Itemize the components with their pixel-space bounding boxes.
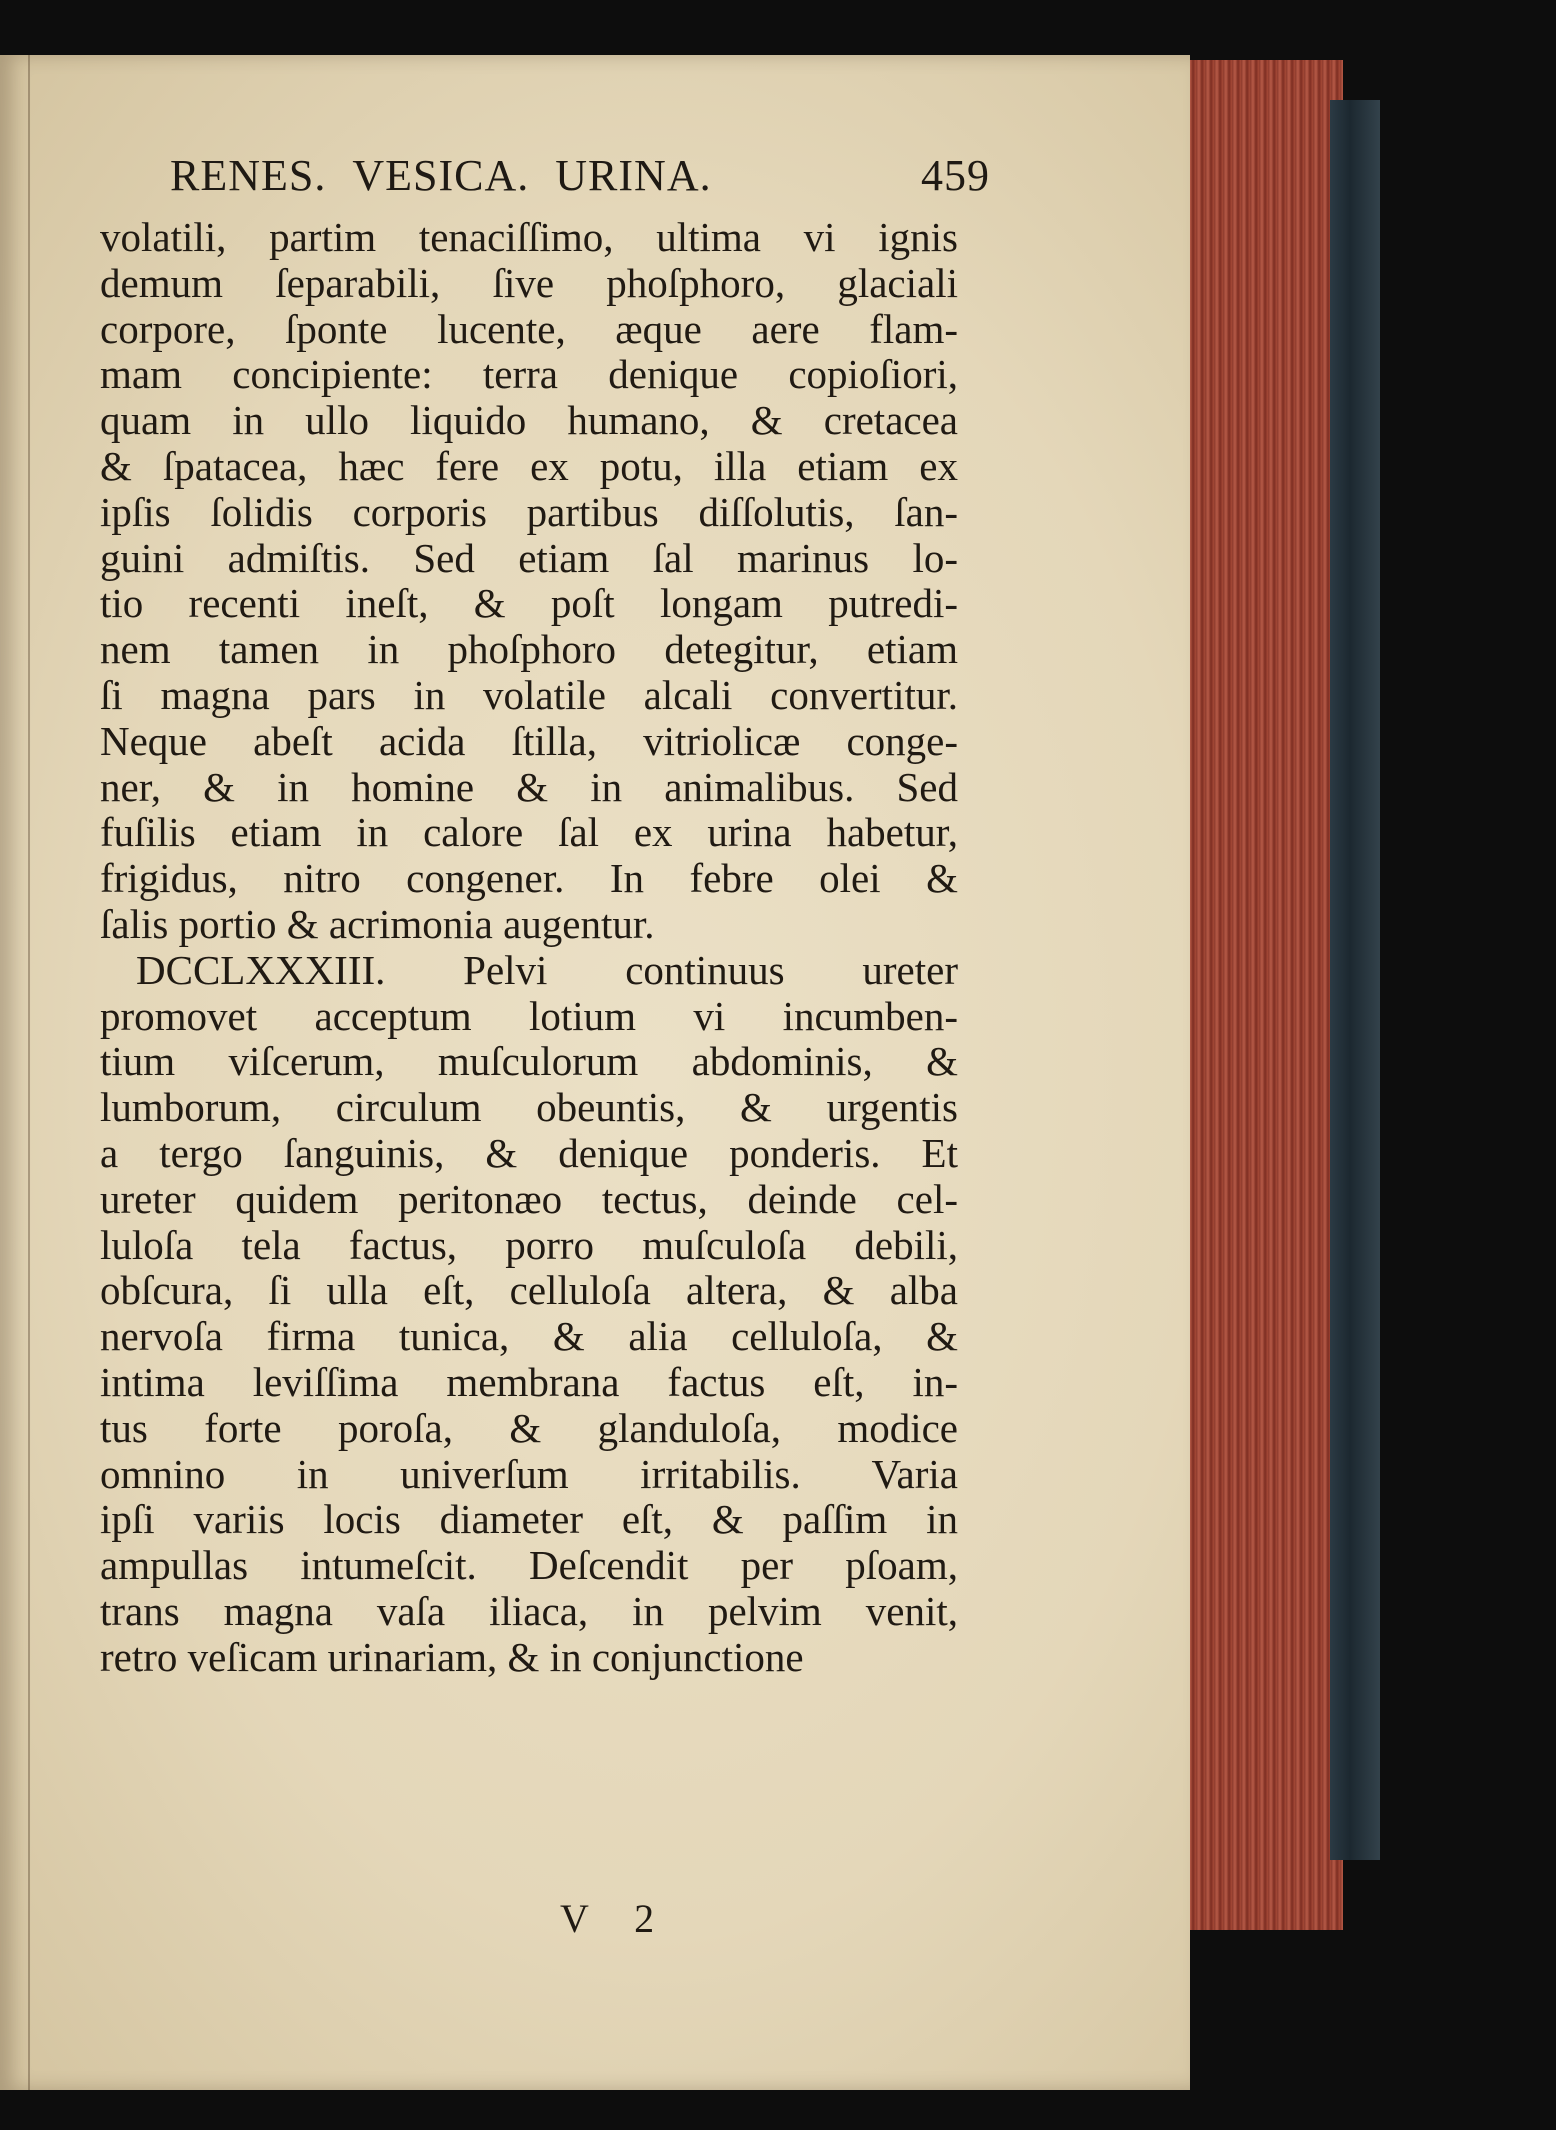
text-line: ureter quidem peritonæo tectus, deinde cel- xyxy=(100,1175,958,1222)
text-line: ipſis ſolidis corporis partibus diſſolutis, ſan- xyxy=(100,488,958,535)
running-header xyxy=(170,150,990,201)
running-title-word: RENES. xyxy=(170,151,327,200)
text-line: & ſpatacea, hæc fere ex potu, illa etiam ex xyxy=(100,442,958,489)
text-line: DCCLXXXIII. Pelvi continuus ureter xyxy=(136,946,958,993)
text-line: tio recenti ineſt, & poſt longam putredi- xyxy=(100,580,958,627)
running-title-word: VESICA. xyxy=(352,151,530,200)
text-line: retro veſicam urinariam, & in conjunctione xyxy=(100,1633,804,1680)
text-line: ipſi variis locis diameter eſt, & paſſim in xyxy=(100,1496,958,1543)
text-line: demum ſeparabili, ſive phoſphoro, glaciali xyxy=(100,259,958,306)
text-line: lumborum, circulum obeuntis, & urgentis xyxy=(100,1084,958,1131)
book-cover-edge xyxy=(1330,100,1380,1860)
text-line: intima leviſſima membrana factus eſt, in- xyxy=(100,1358,958,1405)
text-line: corpore, ſponte lucente, æque aere flam- xyxy=(100,305,958,352)
running-title-word: URINA. xyxy=(555,151,712,200)
text-line: luloſa tela factus, porro muſculoſa debili, xyxy=(100,1221,958,1268)
text-line: promovet acceptum lotium vi incumben- xyxy=(100,992,958,1039)
text-line: trans magna vaſa iliaca, in pelvim venit, xyxy=(100,1587,958,1634)
text-line: obſcura, ſi ulla eſt, celluloſa altera, & alba xyxy=(100,1267,958,1314)
text-line: mam concipiente: terra denique copioſiori, xyxy=(100,351,958,398)
text-line: ſi magna pars in volatile alcali convertitur. xyxy=(100,671,958,718)
text-line: quam in ullo liquido humano, & cretacea xyxy=(100,397,958,444)
text-line: Neque abeſt acida ſtilla, vitriolicæ conge- xyxy=(100,717,958,764)
text-line: nervoſa firma tunica, & alia celluloſa, & xyxy=(100,1313,958,1360)
text-line: tus forte poroſa, & glanduloſa, modice xyxy=(100,1404,958,1451)
body-text xyxy=(100,215,958,1681)
book-fore-edge xyxy=(1175,60,1343,1930)
text-line: ampullas intumeſcit. Deſcendit per pſoam, xyxy=(100,1542,958,1589)
text-line: a tergo ſanguinis, & denique ponderis. Et xyxy=(100,1129,958,1176)
gutter-line xyxy=(28,55,30,2090)
text-line: guini admiſtis. Sed etiam ſal marinus lo- xyxy=(100,534,958,581)
text-line: nem tamen in phoſphoro detegitur, etiam xyxy=(100,626,958,673)
signature-mark: V 2 xyxy=(560,1896,673,1941)
text-line: frigidus, nitro congener. In febre olei & xyxy=(100,855,958,902)
text-line: fuſilis etiam in calore ſal ex urina habetur, xyxy=(100,809,958,856)
page-number: 459 xyxy=(921,151,990,200)
text-line: ner, & in homine & in animalibus. Sed xyxy=(100,763,958,810)
text-line: omnino in univerſum irritabilis. Varia xyxy=(100,1450,958,1497)
text-line: volatili, partim tenaciſſimo, ultima vi ignis xyxy=(100,214,958,260)
text-line: tium viſcerum, muſculorum abdominis, & xyxy=(100,1038,958,1085)
text-line: ſalis portio & acrimonia augentur. xyxy=(100,900,655,947)
running-title xyxy=(170,150,738,201)
